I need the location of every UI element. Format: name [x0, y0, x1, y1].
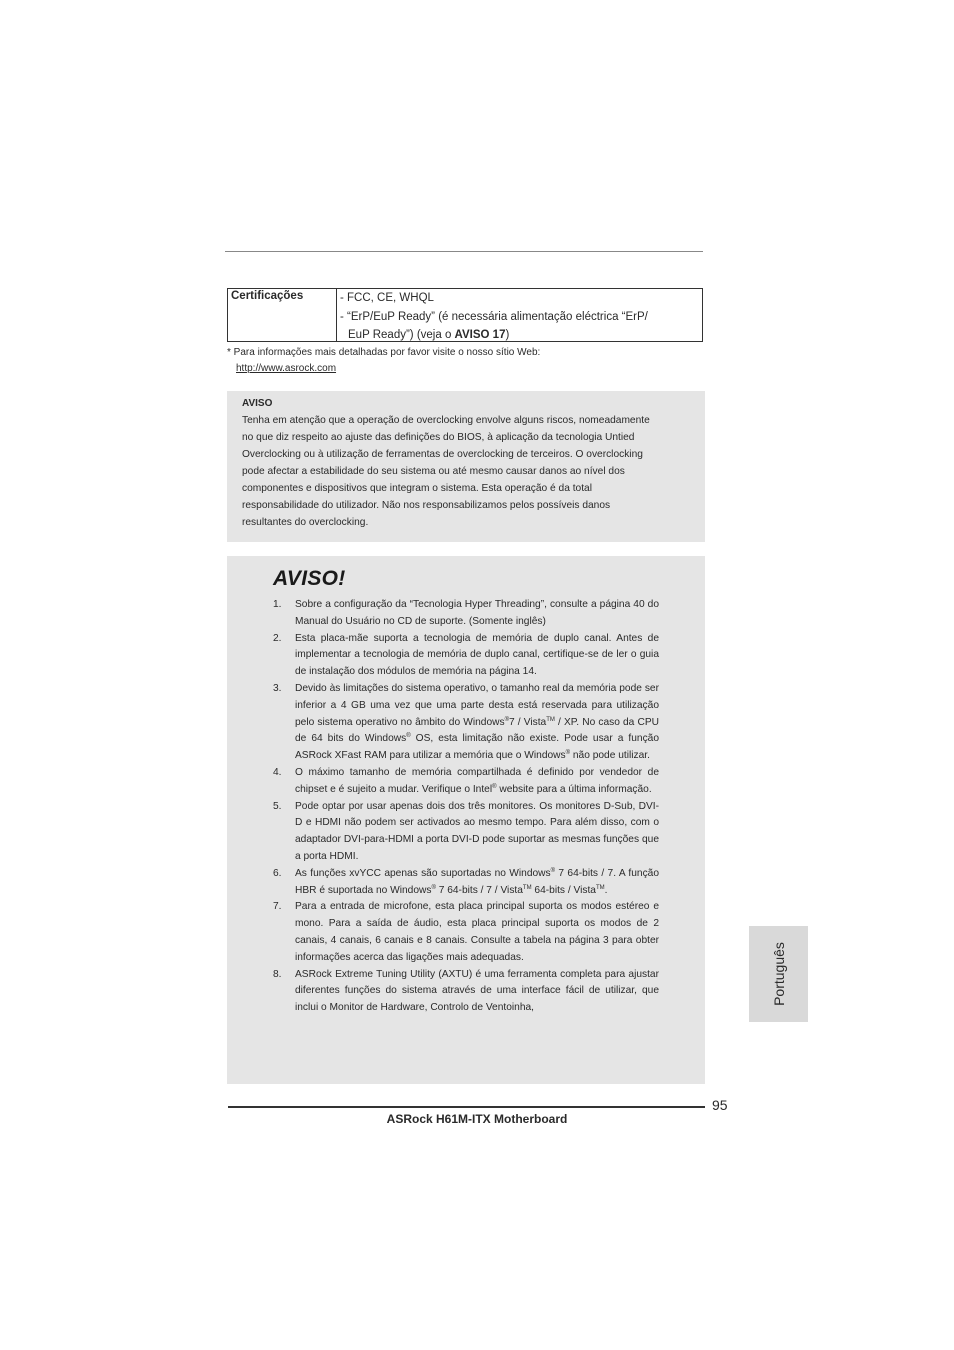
- cert-line-1: - FCC, CE, WHQL: [340, 292, 434, 304]
- item-number: 7.: [273, 901, 282, 913]
- certifications-values: [340, 289, 648, 345]
- page-number: 95: [712, 1097, 728, 1113]
- registered-mark: ®: [504, 716, 510, 723]
- notes-list: [227, 597, 705, 1017]
- item-text: ASRock Extreme Tuning Utility (AXTU) é uma ferramenta completa para ajustar diferentes funções do sistema através de uma interface fácil de utilizar, que inclui o Monitor de Hardware, Controlo de Ventoinha,: [295, 968, 659, 1014]
- cert-line-2: - “ErP/EuP Ready” (é necessária alimentação eléctrica “ErP/: [340, 310, 648, 323]
- list-item: [227, 866, 659, 900]
- trademark-mark: TM: [522, 884, 532, 891]
- asrock-website-link[interactable]: http://www.asrock.com: [236, 363, 337, 374]
- item-text: não pode utilizar.: [570, 750, 650, 762]
- list-item: [227, 631, 659, 681]
- item-number: 1.: [273, 599, 282, 610]
- registered-mark: ®: [492, 783, 497, 790]
- cert-line-3: [340, 326, 648, 345]
- item-text: O máximo tamanho de memória compartilhada é definido por vendedor de chipset e é sujeito a mudar. Verifique o Intel: [295, 766, 659, 795]
- registered-mark: ®: [550, 867, 556, 874]
- registered-mark: ®: [565, 750, 571, 757]
- warning-line: componentes e dispositivos que integram o sistema. Esta operação é da total: [242, 483, 592, 494]
- trademark-mark: TM: [595, 884, 605, 891]
- registered-mark: ®: [431, 884, 436, 891]
- item-number: 5.: [273, 800, 282, 812]
- footer-title: ASRock H61M-ITX Motherboard: [386, 1112, 568, 1126]
- notes-title: AVISO!: [273, 567, 346, 590]
- item-text: 64-bits / Vista: [531, 884, 596, 896]
- bottom-divider: [228, 1106, 705, 1108]
- warning-body: [242, 412, 694, 531]
- footnote: [227, 345, 540, 377]
- item-number: 6.: [273, 867, 282, 879]
- item-text: Esta placa-mãe suporta a tecnologia de memória de duplo canal. Antes de implementar a tecnologia de memória de duplo canal, certifique-se de ler o guia de instalação dos módulos de memória na página 14.: [295, 632, 659, 678]
- item-text: 7 64-bits / 7. A função HBR é suportada no Windows: [295, 867, 659, 896]
- item-text: Devido às limitações do sistema operativo, o tamanho real da memória pode ser inferior a 4 GB uma vez que uma parte desta está reservada para utilização pelo sistema operativo no âmbito do Windows: [295, 682, 659, 728]
- language-tab-label: Português: [770, 942, 787, 1006]
- certifications-table: [227, 288, 703, 342]
- item-text: 7 64-bits / 7 / Vista: [435, 884, 523, 896]
- item-text: website para a última informação.: [496, 783, 652, 795]
- language-tab: [749, 926, 808, 1022]
- list-item: [227, 597, 659, 631]
- item-number: 2.: [273, 632, 282, 644]
- top-divider: [225, 251, 703, 252]
- registered-mark: ®: [406, 733, 411, 740]
- item-number: 3.: [273, 682, 282, 694]
- list-item: [227, 967, 659, 1017]
- list-item: [227, 799, 659, 866]
- item-text: Sobre a configuração da “Tecnologia Hyper Threading”, consulte a página 40 do Manual do Usuário no CD de suporte. (Somente inglês): [295, 599, 659, 627]
- warning-title: AVISO: [242, 398, 273, 409]
- cert-line-3-end: ): [505, 329, 510, 341]
- item-text: .: [604, 884, 608, 896]
- list-item: [227, 765, 659, 799]
- cert-line-3-text: EuP Ready”) (veja o: [348, 329, 455, 341]
- certifications-label: Certificações: [228, 289, 337, 341]
- overclocking-warning-box: [227, 391, 705, 542]
- trademark-mark: TM: [546, 716, 555, 723]
- item-number: 4.: [273, 766, 282, 778]
- item-text: As funções xvYCC apenas são suportadas no Windows: [295, 867, 551, 879]
- item-text: Para a entrada de microfone, esta placa principal suporta os modos estéreo e mono. Para a saída de áudio, esta placa principal suporta os modos de 2 canais, 4 canais, 6 canais e 8 canais. Consulte a tabela na página 3 para obter informações acerca das ligações mais adequadas.: [295, 901, 659, 963]
- list-item: [227, 681, 659, 765]
- item-text: 7 / Vista: [509, 716, 547, 728]
- warning-line: responsabilidade do utilizador. Não nos responsabilizamos pelos possíveis danos: [242, 500, 611, 511]
- warning-line: Tenha em atenção que a operação de overclocking envolve alguns riscos, nomeadamente: [242, 415, 650, 426]
- cert-line-3-bold: AVISO 17: [454, 329, 506, 341]
- warning-line: resultantes do overclocking.: [242, 517, 369, 528]
- footnote-text: * Para informações mais detalhadas por favor visite o nosso sítio Web:: [227, 347, 541, 358]
- notes-box: [227, 556, 705, 1084]
- warning-line: no que diz respeito ao ajuste das definições do BIOS, à aplicação da tecnologia Untied: [242, 432, 635, 443]
- warning-line: Overclocking ou à utilização de ferramentas de overclocking de terceiros. O overclocking: [242, 449, 643, 460]
- item-text: Pode optar por usar apenas dois dos três monitores. Os monitores D-Sub, DVI-D e HDMI não podem ser activados ao mesmo tempo. Para além disso, com o adaptador DVI-para-HDMI a porta DVI-D pode suportar as mesmas funções que a porta HDMI.: [295, 800, 659, 862]
- item-text: OS, esta limitação não existe. Pode usar a função ASRock XFast RAM para utilizar a memória que o Windows: [295, 733, 660, 762]
- item-text: / XP. No caso da CPU de 64 bits do Windows: [295, 716, 659, 745]
- item-number: 8.: [273, 968, 282, 980]
- list-item: [227, 899, 659, 966]
- warning-line: pode afectar a estabilidade do seu sistema ou até mesmo causar danos ao nível dos: [242, 466, 625, 477]
